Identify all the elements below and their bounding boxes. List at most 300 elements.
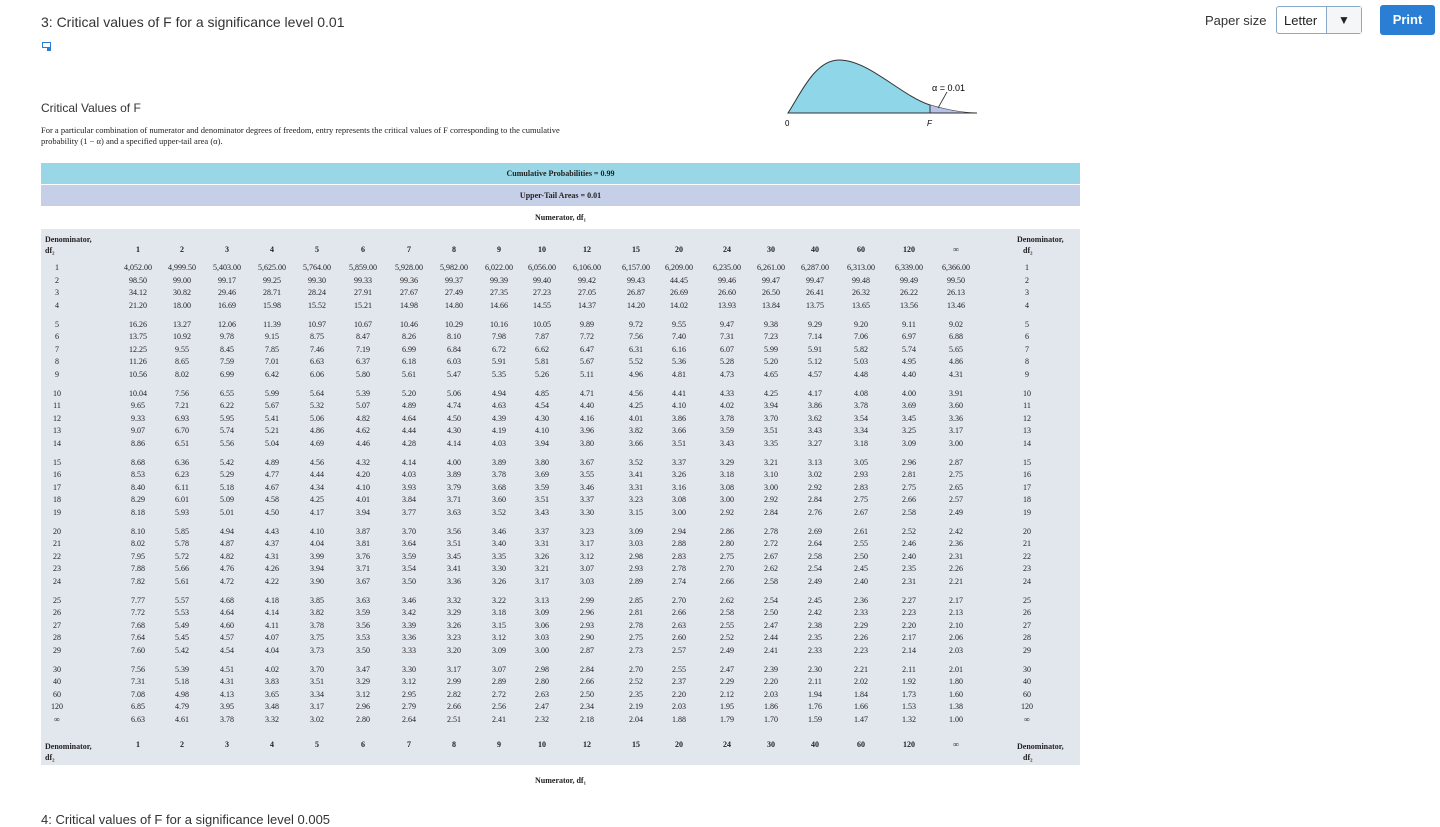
table-cell: 5.65 bbox=[949, 344, 963, 354]
row-df-left: 7 bbox=[55, 344, 59, 354]
table-cell: 4.58 bbox=[265, 495, 279, 504]
table-cell: 6.55 bbox=[220, 388, 234, 398]
table-cell: 2.66 bbox=[720, 576, 734, 586]
column-footer: 2 bbox=[180, 740, 184, 749]
table-cell: 2.88 bbox=[672, 539, 686, 548]
table-cell: 3.09 bbox=[535, 608, 549, 617]
table-cell: 44.45 bbox=[670, 275, 688, 285]
table-cell: 3.09 bbox=[902, 438, 916, 448]
table-cell: 2.01 bbox=[949, 664, 963, 674]
table-cell: 5.06 bbox=[310, 413, 324, 423]
table-cell: 3.71 bbox=[356, 564, 370, 573]
row-df-right: 19 bbox=[1023, 507, 1031, 517]
table-cell: 7.98 bbox=[492, 332, 506, 341]
table-cell: 2.75 bbox=[720, 551, 734, 561]
column-header: 9 bbox=[497, 245, 501, 254]
table-cell: 7.72 bbox=[131, 608, 145, 617]
table-cell: 9.11 bbox=[902, 319, 916, 329]
table-cell: 15.52 bbox=[308, 300, 326, 310]
table-cell: 2.73 bbox=[629, 645, 643, 655]
table-cell: 9.33 bbox=[131, 413, 145, 423]
paper-size-select[interactable] bbox=[1276, 6, 1362, 34]
table-cell: 4.56 bbox=[629, 388, 643, 398]
table-cell: 3.94 bbox=[535, 438, 549, 448]
table-cell: 2.78 bbox=[629, 620, 643, 630]
table-cell: 26.41 bbox=[806, 288, 824, 297]
table-cell: 3.32 bbox=[447, 595, 461, 605]
table-cell: 12.06 bbox=[218, 319, 236, 329]
table-cell: 6.63 bbox=[131, 714, 145, 724]
table-cell: 14.80 bbox=[445, 300, 463, 310]
table-cell: 6,157.00 bbox=[622, 263, 650, 272]
table-cell: 12.25 bbox=[129, 344, 147, 354]
table-cell: 2.31 bbox=[902, 576, 916, 586]
table-cell: 3.13 bbox=[535, 595, 549, 605]
table-cell: 3.43 bbox=[720, 438, 734, 448]
table-cell: 9.20 bbox=[854, 319, 868, 329]
table-cell: 2.66 bbox=[902, 495, 916, 504]
table-cell: 6.70 bbox=[175, 426, 189, 435]
table-cell: 2.40 bbox=[902, 551, 916, 561]
table-cell: 3.52 bbox=[492, 507, 506, 517]
table-cell: 2.90 bbox=[580, 633, 594, 642]
table-cell: 3.68 bbox=[492, 482, 506, 492]
table-cell: 4.25 bbox=[629, 401, 643, 410]
table-cell: 1.59 bbox=[808, 714, 822, 724]
table-cell: 3.12 bbox=[356, 689, 370, 699]
column-header: 8 bbox=[452, 245, 456, 254]
table-cell: 2.65 bbox=[949, 482, 963, 492]
expand-icon[interactable] bbox=[42, 42, 52, 52]
table-cell: 9.47 bbox=[720, 319, 734, 329]
table-cell: 1.73 bbox=[902, 689, 916, 699]
table-cell: 6.63 bbox=[310, 357, 324, 366]
table-cell: 3.71 bbox=[447, 495, 461, 504]
table-cell: 3.00 bbox=[535, 645, 549, 655]
table-cell: 1.60 bbox=[949, 689, 963, 699]
table-cell: 7.19 bbox=[356, 344, 370, 354]
table-cell: 3.39 bbox=[402, 620, 416, 630]
table-cell: 2.55 bbox=[720, 620, 734, 630]
table-cell: 5.47 bbox=[447, 369, 461, 379]
table-cell: 5.41 bbox=[265, 413, 279, 423]
row-df-right: 16 bbox=[1023, 470, 1031, 479]
table-cell: 4.71 bbox=[580, 388, 594, 398]
table-cell: 6.18 bbox=[402, 357, 416, 366]
table-cell: 4.96 bbox=[629, 369, 643, 379]
column-footer: 20 bbox=[675, 740, 683, 749]
table-cell: 3.23 bbox=[447, 633, 461, 642]
table-cell: 3.41 bbox=[447, 564, 461, 573]
table-cell: 14.98 bbox=[400, 300, 418, 310]
table-cell: 3.51 bbox=[672, 438, 686, 448]
table-cell: 4.87 bbox=[220, 539, 234, 548]
table-cell: 2.38 bbox=[808, 620, 822, 630]
table-cell: 5,625.00 bbox=[258, 263, 286, 272]
table-cell: 4.28 bbox=[402, 438, 416, 448]
table-cell: 6,056.00 bbox=[528, 263, 556, 272]
table-cell: 2.93 bbox=[580, 620, 594, 630]
row-df-left: 2 bbox=[55, 275, 59, 285]
table-cell: 3.47 bbox=[356, 664, 370, 674]
table-cell: 28.71 bbox=[263, 288, 281, 297]
table-cell: 2.58 bbox=[808, 551, 822, 561]
table-cell: 2.47 bbox=[764, 620, 778, 630]
table-cell: 4.82 bbox=[220, 551, 234, 561]
table-cell: 2.35 bbox=[902, 564, 916, 573]
table-cell: 4.31 bbox=[265, 551, 279, 561]
table-cell: 4.57 bbox=[808, 369, 822, 379]
column-footer: 15 bbox=[632, 740, 640, 749]
table-cell: 3.12 bbox=[402, 677, 416, 686]
chevron-down-icon[interactable]: ▼ bbox=[1326, 7, 1361, 33]
table-cell: 3.06 bbox=[535, 620, 549, 630]
table-cell: 4.30 bbox=[447, 426, 461, 435]
table-cell: 4.48 bbox=[854, 369, 868, 379]
table-cell: 4.41 bbox=[672, 388, 686, 398]
table-cell: 6.51 bbox=[175, 438, 189, 448]
alpha-label: α = 0.01 bbox=[932, 83, 965, 93]
table-cell: 2.37 bbox=[672, 677, 686, 686]
table-cell: 5.80 bbox=[356, 369, 370, 379]
column-footer: 60 bbox=[857, 740, 865, 749]
table-cell: 3.46 bbox=[492, 526, 506, 536]
table-cell: 1.76 bbox=[808, 702, 822, 711]
table-cell: 7.82 bbox=[131, 576, 145, 586]
table-cell: 3.17 bbox=[447, 664, 461, 674]
column-header: 5 bbox=[315, 245, 319, 254]
table-cell: 2.67 bbox=[764, 551, 778, 561]
table-cell: 3.09 bbox=[492, 645, 506, 655]
table-cell: 3.31 bbox=[629, 482, 643, 492]
table-cell: 2.58 bbox=[720, 608, 734, 617]
table-cell: 3.25 bbox=[902, 426, 916, 435]
table-cell: 4.25 bbox=[310, 495, 324, 504]
table-cell: 5.78 bbox=[175, 539, 189, 548]
table-cell: 99.47 bbox=[762, 275, 780, 285]
table-cell: 3.00 bbox=[764, 482, 778, 492]
upper-tail-band: Upper-Tail Areas = 0.01 bbox=[41, 185, 1080, 206]
table-cell: 2.10 bbox=[949, 620, 963, 630]
table-cell: 4.22 bbox=[265, 576, 279, 586]
table-cell: 3.96 bbox=[580, 426, 594, 435]
table-cell: 3.36 bbox=[949, 413, 963, 423]
table-cell: 4.01 bbox=[356, 495, 370, 504]
column-footer: 10 bbox=[538, 740, 546, 749]
table-cell: 2.46 bbox=[902, 539, 916, 548]
paper-size-value: Letter bbox=[1284, 13, 1318, 28]
table-cell: 3.76 bbox=[356, 551, 370, 561]
table-cell: 26.60 bbox=[718, 288, 736, 297]
table-cell: 27.35 bbox=[490, 288, 508, 297]
table-cell: 5.11 bbox=[580, 369, 594, 379]
denominator-df-label-right: df₂ bbox=[1023, 246, 1033, 255]
table-cell: 14.20 bbox=[627, 300, 645, 310]
table-cell: 4.57 bbox=[220, 633, 234, 642]
table-cell: 2.93 bbox=[854, 470, 868, 479]
table-cell: 6.99 bbox=[402, 344, 416, 354]
table-cell: 99.42 bbox=[578, 275, 596, 285]
column-footer: 9 bbox=[497, 740, 501, 749]
table-cell: 27.23 bbox=[533, 288, 551, 297]
table-cell: 3.17 bbox=[310, 702, 324, 711]
table-cell: 99.46 bbox=[718, 275, 736, 285]
column-header: 20 bbox=[675, 245, 683, 254]
row-df-right: 2 bbox=[1025, 275, 1029, 285]
table-cell: 4.63 bbox=[492, 401, 506, 410]
next-section-title: 4: Critical values of F for a significance level 0.005 bbox=[41, 812, 331, 827]
table-cell: 4.60 bbox=[220, 620, 234, 630]
table-cell: 2.47 bbox=[535, 702, 549, 711]
table-cell: 4.50 bbox=[447, 413, 461, 423]
table-cell: 1.80 bbox=[949, 677, 963, 686]
table-cell: 99.37 bbox=[445, 275, 463, 285]
table-cell: 7.95 bbox=[131, 551, 145, 561]
row-df-right: 13 bbox=[1023, 426, 1031, 435]
table-cell: 5.39 bbox=[175, 664, 189, 674]
table-cell: 14.55 bbox=[533, 300, 551, 310]
table-cell: 3.63 bbox=[447, 507, 461, 517]
table-cell: 2.63 bbox=[672, 620, 686, 630]
table-cell: 3.18 bbox=[854, 438, 868, 448]
table-cell: 99.49 bbox=[900, 275, 918, 285]
table-cell: 5.82 bbox=[854, 344, 868, 354]
denominator-label: Denominator, bbox=[45, 742, 92, 751]
table-cell: 5.74 bbox=[220, 426, 234, 435]
numerator-band: Numerator, df₁ bbox=[41, 207, 1080, 228]
column-header: 120 bbox=[903, 245, 915, 254]
table-cell: 3.00 bbox=[949, 438, 963, 448]
table-cell: 2.58 bbox=[902, 507, 916, 517]
upper-tail-area bbox=[930, 105, 977, 113]
row-df-left: 25 bbox=[53, 595, 61, 605]
table-cell: 2.83 bbox=[672, 551, 686, 561]
table-cell: 7.72 bbox=[580, 332, 594, 341]
table-cell: 2.35 bbox=[629, 689, 643, 699]
table-cell: 2.03 bbox=[764, 689, 778, 699]
table-cell: 2.85 bbox=[629, 595, 643, 605]
table-cell: 3.52 bbox=[629, 457, 643, 467]
table-cell: 2.64 bbox=[402, 714, 416, 724]
column-header: 2 bbox=[180, 245, 184, 254]
table-cell: 3.03 bbox=[629, 539, 643, 548]
table-cell: 5,982.00 bbox=[440, 263, 468, 272]
section-description: For a particular combination of numerator and denominator degrees of freedom, entry represents the critical values of F corresponding to the cumulative probability (1 − α) and a specified upper-tail area (α). bbox=[41, 125, 560, 146]
table-cell: 6.11 bbox=[175, 482, 189, 492]
table-cell: 6,313.00 bbox=[847, 263, 875, 272]
table-cell: 5.04 bbox=[265, 438, 279, 448]
row-df-right: 8 bbox=[1025, 357, 1029, 366]
table-cell: 99.33 bbox=[354, 275, 372, 285]
table-cell: 3.27 bbox=[808, 438, 822, 448]
table-cell: 8.26 bbox=[402, 332, 416, 341]
table-cell: 4.32 bbox=[356, 457, 370, 467]
table-cell: 3.30 bbox=[492, 564, 506, 573]
table-cell: 14.02 bbox=[670, 300, 688, 310]
table-cell: 3.45 bbox=[902, 413, 916, 423]
row-df-left: 120 bbox=[51, 702, 63, 711]
table-cell: 4.34 bbox=[310, 482, 324, 492]
table-cell: 7.85 bbox=[265, 344, 279, 354]
table-cell: 3.51 bbox=[447, 539, 461, 548]
row-df-right: 27 bbox=[1023, 620, 1031, 630]
table-cell: 3.07 bbox=[580, 564, 594, 573]
table-cell: 7.60 bbox=[131, 645, 145, 655]
table-cell: 16.26 bbox=[129, 319, 147, 329]
table-cell: 5.56 bbox=[220, 438, 234, 448]
table-cell: 3.77 bbox=[402, 507, 416, 517]
table-cell: 1.95 bbox=[720, 702, 734, 711]
table-cell: 3.34 bbox=[310, 689, 324, 699]
table-cell: 2.62 bbox=[764, 564, 778, 573]
table-cell: 2.20 bbox=[764, 677, 778, 686]
table-cell: 6.97 bbox=[902, 332, 916, 341]
table-cell: 2.34 bbox=[580, 702, 594, 711]
table-cell: 2.03 bbox=[672, 702, 686, 711]
table-cell: 2.89 bbox=[629, 576, 643, 586]
table-cell: 3.41 bbox=[629, 470, 643, 479]
table-cell: 3.30 bbox=[402, 664, 416, 674]
column-header: 3 bbox=[225, 245, 229, 254]
table-cell: 5,859.00 bbox=[349, 263, 377, 272]
table-cell: 2.32 bbox=[535, 714, 549, 724]
table-cell: 8.86 bbox=[131, 438, 145, 448]
row-df-right: 15 bbox=[1023, 457, 1031, 467]
table-cell: 2.55 bbox=[672, 664, 686, 674]
table-cell: 5.29 bbox=[220, 470, 234, 479]
row-df-right: 120 bbox=[1021, 702, 1033, 711]
table-cell: 2.04 bbox=[629, 714, 643, 724]
table-cell: 3.17 bbox=[580, 539, 594, 548]
row-df-right: 18 bbox=[1023, 495, 1031, 504]
table-cell: 2.80 bbox=[720, 539, 734, 548]
table-cell: 3.66 bbox=[672, 426, 686, 435]
table-cell: 3.59 bbox=[535, 482, 549, 492]
row-df-left: 15 bbox=[53, 457, 61, 467]
table-cell: 2.11 bbox=[902, 664, 916, 674]
table-cell: 7.23 bbox=[764, 332, 778, 341]
row-df-right: 30 bbox=[1023, 664, 1031, 674]
table-cell: 2.67 bbox=[854, 507, 868, 517]
table-cell: 3.51 bbox=[535, 495, 549, 504]
table-cell: 3.82 bbox=[310, 608, 324, 617]
table-cell: 4.82 bbox=[356, 413, 370, 423]
table-cell: 2.33 bbox=[808, 645, 822, 655]
table-cell: 3.00 bbox=[672, 507, 686, 517]
table-cell: 13.65 bbox=[852, 300, 870, 310]
table-cell: 4.30 bbox=[535, 413, 549, 423]
row-df-left: 14 bbox=[53, 438, 61, 448]
table-cell: 6.85 bbox=[131, 702, 145, 711]
table-cell: 3.69 bbox=[535, 470, 549, 479]
table-cell: 8.29 bbox=[131, 495, 145, 504]
table-cell: 6.47 bbox=[580, 344, 594, 354]
table-cell: 4.73 bbox=[720, 369, 734, 379]
table-cell: 3.55 bbox=[580, 470, 594, 479]
table-cell: 27.67 bbox=[400, 288, 418, 297]
table-cell: 4.19 bbox=[492, 426, 506, 435]
table-cell: 2.82 bbox=[447, 689, 461, 699]
table-cell: 3.23 bbox=[629, 495, 643, 504]
table-cell: 4.72 bbox=[220, 576, 234, 586]
table-cell: 3.99 bbox=[310, 551, 324, 561]
table-cell: 4.13 bbox=[220, 689, 234, 699]
table-cell: 7.46 bbox=[310, 344, 324, 354]
table-cell: 26.32 bbox=[852, 288, 870, 297]
table-cell: 6.23 bbox=[175, 470, 189, 479]
table-cell: 4.77 bbox=[265, 470, 279, 479]
table-cell: 2.45 bbox=[808, 595, 822, 605]
row-df-left: 19 bbox=[53, 507, 61, 517]
table-cell: 3.18 bbox=[492, 608, 506, 617]
table-cell: 2.47 bbox=[720, 664, 734, 674]
column-footer: ∞ bbox=[953, 740, 959, 749]
table-cell: 3.62 bbox=[808, 413, 822, 423]
table-cell: 6.72 bbox=[492, 344, 506, 354]
table-cell: 3.16 bbox=[672, 482, 686, 492]
table-cell: 13.84 bbox=[762, 300, 780, 310]
table-cell: 2.45 bbox=[854, 564, 868, 573]
table-cell: 2.49 bbox=[949, 507, 963, 517]
table-cell: 6.93 bbox=[175, 413, 189, 423]
table-cell: 4.37 bbox=[265, 539, 279, 548]
row-df-right: 7 bbox=[1025, 344, 1029, 354]
table-cell: 5.74 bbox=[902, 344, 916, 354]
row-df-right: 6 bbox=[1025, 332, 1029, 341]
table-cell: 3.37 bbox=[672, 457, 686, 467]
table-cell: 3.67 bbox=[580, 457, 594, 467]
row-df-right: 28 bbox=[1023, 633, 1031, 642]
page-title: 3: Critical values of F for a significance level 0.01 bbox=[41, 14, 345, 30]
table-cell: 4.68 bbox=[220, 595, 234, 605]
table-cell: 7.59 bbox=[220, 357, 234, 366]
table-cell: 2.84 bbox=[808, 495, 822, 504]
table-cell: 5.03 bbox=[854, 357, 868, 366]
table-cell: 10.97 bbox=[308, 319, 326, 329]
table-cell: 5.09 bbox=[220, 495, 234, 504]
table-cell: 4.46 bbox=[356, 438, 370, 448]
table-cell: 2.66 bbox=[672, 608, 686, 617]
table-cell: 4.40 bbox=[902, 369, 916, 379]
table-cell: 4.61 bbox=[175, 714, 189, 724]
table-cell: 8.10 bbox=[131, 526, 145, 536]
table-cell: 8.53 bbox=[131, 470, 145, 479]
table-cell: 3.33 bbox=[402, 645, 416, 655]
row-df-left: 11 bbox=[53, 401, 61, 410]
table-cell: 4.43 bbox=[265, 526, 279, 536]
table-cell: 8.18 bbox=[131, 507, 145, 517]
table-cell: 2.92 bbox=[808, 482, 822, 492]
table-cell: 5.20 bbox=[764, 357, 778, 366]
table-cell: 3.91 bbox=[949, 388, 963, 398]
table-cell: 3.70 bbox=[310, 664, 324, 674]
column-footer: 7 bbox=[407, 740, 411, 749]
column-footer: 3 bbox=[225, 740, 229, 749]
table-cell: 2.27 bbox=[902, 595, 916, 605]
print-button[interactable]: Print bbox=[1380, 5, 1435, 35]
f-table bbox=[41, 229, 1080, 765]
table-cell: 3.37 bbox=[535, 526, 549, 536]
table-cell: 2.94 bbox=[672, 526, 686, 536]
row-df-left: 30 bbox=[53, 664, 61, 674]
zero-label: 0 bbox=[785, 119, 790, 128]
table-cell: 9.02 bbox=[949, 319, 963, 329]
table-cell: 3.00 bbox=[720, 495, 734, 504]
denominator-df-label: df₂ bbox=[45, 246, 55, 255]
table-cell: 2.83 bbox=[854, 482, 868, 492]
table-cell: 3.12 bbox=[580, 551, 594, 561]
table-cell: 3.66 bbox=[629, 438, 643, 448]
